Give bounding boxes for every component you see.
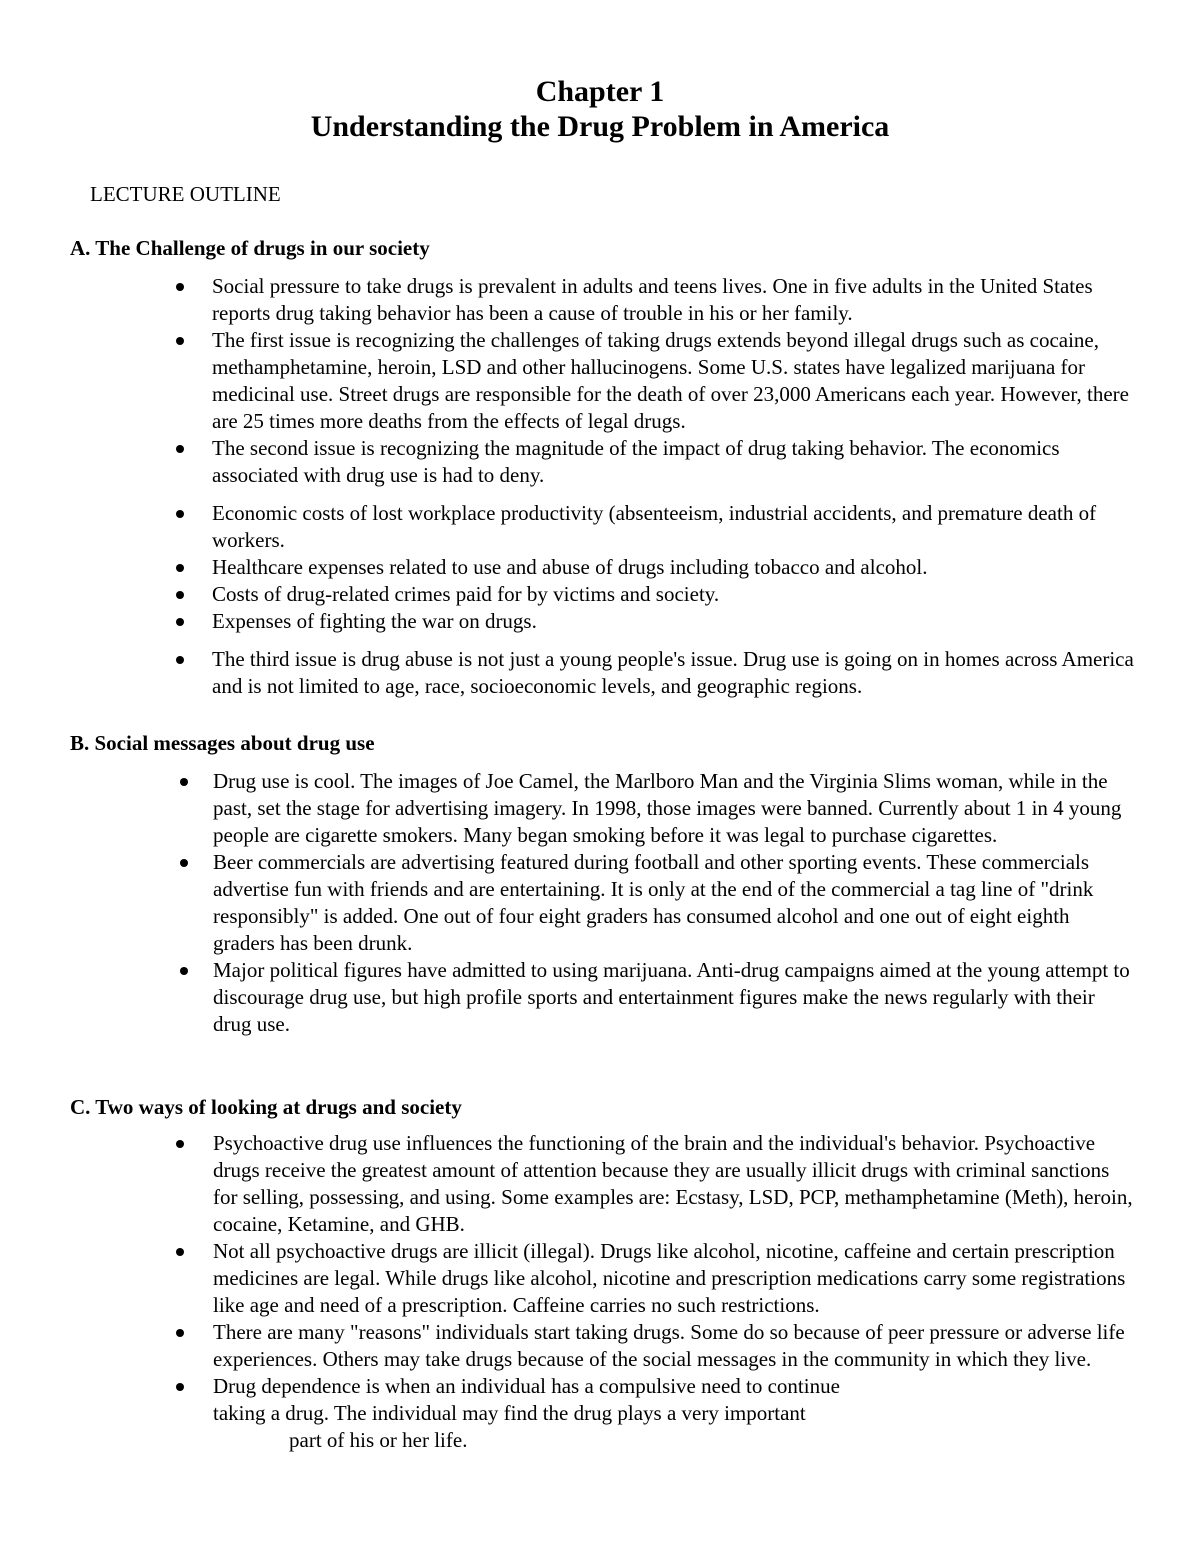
bullet-icon (176, 564, 184, 572)
list-item (0, 273, 1200, 327)
bullet-icon (176, 283, 184, 291)
bullet-icon (176, 1329, 184, 1337)
bullet-icon (176, 618, 184, 626)
section-c-list (0, 1130, 1200, 1454)
bullet-icon (180, 967, 188, 975)
list-item-text: Beer commercials are advertising featured during football and other sporting events. These commercials advertise fun with friends and are entertaining. It is only at the end of the commercial a tag line of "drink responsibly" is added. One out of four eight graders has consumed alcohol and one out of eight eighth graders has been drunk. (213, 850, 1094, 955)
bullet-icon (176, 1383, 184, 1391)
list-item-text: Expenses of fighting the war on drugs. (212, 609, 537, 633)
bullet-icon (176, 656, 184, 664)
section-b-list (0, 768, 1200, 1038)
list-item (0, 500, 1200, 554)
list-item (0, 1130, 1200, 1238)
bullet-icon (180, 778, 188, 786)
list-item-text: Drug use is cool. The images of Joe Camel, the Marlboro Man and the Virginia Slims woman, while in the past, set the stage for advertising imagery. In 1998, those images were banned. Currently about 1 in 4 young people are cigarette smokers. Many began smoking before it was legal to purchase cigarettes. (213, 769, 1122, 847)
list-item (0, 608, 1200, 635)
list-item-text: Social pressure to take drugs is prevalent in adults and teens lives. One in five adults in the United States reports drug taking behavior has been a cause of trouble in his or her family. (212, 274, 1093, 325)
list-item-text: The second issue is recognizing the magnitude of the impact of drug taking behavior. The economics associated with drug use is had to deny. (212, 436, 1060, 487)
section-a-heading: A. The Challenge of drugs in our society (70, 236, 430, 260)
chapter-subtitle: Understanding the Drug Problem in America (310, 110, 890, 143)
bullet-icon (176, 337, 184, 345)
list-item (0, 435, 1200, 489)
list-item-line-indented: part of his or her life. (289, 1428, 468, 1452)
list-item-text: The first issue is recognizing the challenges of taking drugs extends beyond illegal drugs such as cocaine, methamphetamine, heroin, LSD and other hallucinogens. Some U.S. states have legalized marijuana for medicinal use. Street drugs are responsible for the death of over 23,000 Americans each year. However, there are 25 times more deaths from the effects of legal drugs. (212, 328, 1129, 433)
list-item (0, 327, 1200, 435)
title-block (0, 74, 1200, 144)
list-item (0, 768, 1200, 849)
list-item (0, 849, 1200, 957)
list-item-line: taking a drug. The individual may find the drug plays a very important (213, 1401, 806, 1425)
section-b-heading: B. Social messages about drug use (70, 731, 375, 755)
chapter-title: Chapter 1 (535, 75, 665, 108)
bullet-icon (176, 591, 184, 599)
bullet-icon (176, 510, 184, 518)
list-item-text: There are many "reasons" individuals start taking drugs. Some do so because of peer pressure or adverse life experiences. Others may take drugs because of the social messages in the community in which they live. (213, 1320, 1125, 1371)
list-item-line: Drug dependence is when an individual has a compulsive need to continue (213, 1374, 840, 1398)
section-c-heading: C. Two ways of looking at drugs and society (70, 1095, 462, 1119)
list-item (0, 1238, 1200, 1319)
lecture-outline-label: LECTURE OUTLINE (90, 182, 281, 206)
list-item-text: Major political figures have admitted to using marijuana. Anti-drug campaigns aimed at the young attempt to discourage drug use, but high profile sports and entertainment figures make the news regularly with their drug use. (213, 958, 1130, 1036)
list-item (0, 1319, 1200, 1373)
list-item-text: Not all psychoactive drugs are illicit (illegal). Drugs like alcohol, nicotine, caffeine and certain prescription medicines are legal. While drugs like alcohol, nicotine and prescription medications carry some registrations like age and need of a prescription. Caffeine carries no such restrictions. (213, 1239, 1126, 1317)
list-item-text: The third issue is drug abuse is not just a young people's issue. Drug use is going on in homes across America and is not limited to age, race, socioeconomic levels, and geographic regions. (212, 647, 1134, 698)
list-item (0, 646, 1200, 700)
list-item-text: Economic costs of lost workplace productivity (absenteeism, industrial accidents, and premature death of workers. (212, 501, 1097, 552)
list-item-text: Costs of drug-related crimes paid for by victims and society. (212, 582, 720, 606)
list-item-text: Psychoactive drug use influences the functioning of the brain and the individual's behavior. Psychoactive drugs receive the greatest amount of attention because they are usually illicit drugs with criminal sanctions for selling, possessing, and using. Some examples are: Ecstasy, LSD, PCP, methamphetamine (Meth), heroin, cocaine, Ketamine, and GHB. (213, 1131, 1133, 1236)
list-item (0, 957, 1200, 1038)
bullet-icon (176, 445, 184, 453)
section-a-list (0, 273, 1200, 700)
list-item-text: Healthcare expenses related to use and abuse of drugs including tobacco and alcohol. (212, 555, 928, 579)
list-item (0, 554, 1200, 581)
list-item (0, 1373, 1200, 1454)
list-item (0, 581, 1200, 608)
bullet-icon (176, 1140, 184, 1148)
bullet-icon (176, 1248, 184, 1256)
bullet-icon (180, 859, 188, 867)
